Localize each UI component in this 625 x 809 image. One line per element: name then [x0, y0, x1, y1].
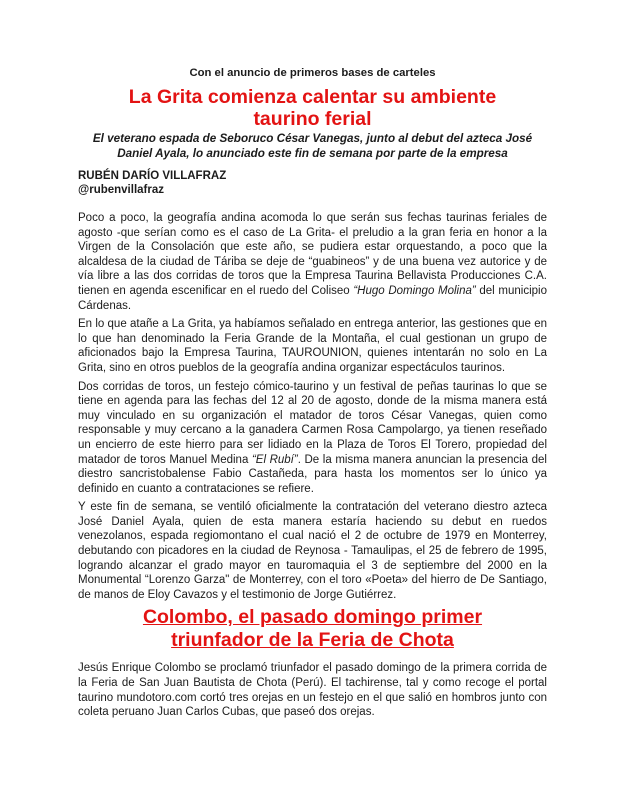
paragraph-5: Jesús Enrique Colombo se proclamó triunfador el pasado domingo de la primera corrida de la Feria de San Juan Bautista de Chota (Perú). El tachirense, tal y como recoge el portal taurino mundotoro.com cortó tres orejas en un festejo en el que salió en hombros junto con coleta peruano Juan Carlos Cubas, que paseó dos orejas. — [78, 662, 547, 719]
byline-author: RUBÉN DARÍO VILLAFRAZ — [78, 170, 227, 182]
headline-line-1: La Grita comienza calentar su ambiente — [128, 86, 497, 108]
headline — [78, 86, 547, 130]
subtitle-line-2: Daniel Ayala, lo anunciado este fin de semana por parte de la empresa — [117, 147, 508, 160]
subheadline — [78, 606, 547, 652]
paragraph-3: Dos corridas de toros, un festejo cómico-taurino y un festival de peñas taurinas lo que se tiene en agenda para las fechas del 12 al 20 de agosto, donde de la misma manera está muy vinculado en su organización el matador de toros César Vanegas, quien como responsable y muy cercano a la ganadera Carmen Rosa Campolargo, ya tienen reseñado un encierro de este hierro para ser lidiado en la Plaza de Toros El Torero, propiedad del matador de toros Manuel Medina “El Rubí”. De la misma manera anuncian la presencia del diestro sancristobalense Fabio Castañeda, para hasta los momentos ser lo único ya definido en cuanto a contrataciones se refiere. — [78, 380, 547, 495]
subheadline-line-1: Colombo, el pasado domingo primer — [142, 606, 483, 629]
byline — [78, 169, 547, 197]
subtitle — [78, 131, 547, 161]
paragraph-2: En lo que atañe a La Grita, ya habíamos señalado en entrega anterior, las gestiones que en lo que han denominado la Feria Grande de la Montaña, el cual gestionan un grupo de aficionados bajo la Empresa Taurina, TAUROUNION, quienes intentarán no solo en La Grita, sino en otros pueblos de la geografía andina organizar espectáculos taurinos. — [78, 318, 547, 374]
subheadline-line-2: triunfador de la Feria de Chota — [171, 629, 454, 652]
paragraph-1: Poco a poco, la geografía andina acomoda lo que serán sus fechas taurinas feriales de agosto -que serían como es el caso de La Grita- el preludio a la gran feria en honor a la Virgen de la Consolación que este año, se pudiera estar orquestando, a poco que la alcaldesa de la ciudad de Táriba se deje de “guabineos” y de una buena vez autorice y de vía libre a las dos corridas de toros que la Empresa Taurina Bellavista Producciones C.A. tienen en agenda escenificar en el ruedo del Coliseo “Hugo Domingo Molina” del municipio Cárdenas. — [78, 212, 547, 312]
byline-handle: @rubenvillafraz — [78, 184, 164, 196]
headline-line-2: taurino ferial — [253, 108, 372, 130]
subtitle-line-1: El veterano espada de Seboruco César Vanegas, junto al debut del azteca José — [92, 132, 533, 145]
paragraph-4: Y este fin de semana, se ventiló oficialmente la contratación del veterano diestro azteca José Daniel Ayala, quien de esta manera estaría haciendo su debut en ruedos venezolanos, espada regiomontano el cual nació el 2 de octubre de 1979 en Monterrey, debutando con picadores en la ciudad de Reynosa - Tamaulipas, el 25 de febrero de 1995, logrando alcanzar el grado mayor en tauromaquia el 3 de septiembre del 2000 en la Monumental “Lorenzo Garza" de Monterrey, con el toro «Poeta» del hierro de De Santiago, de manos de Eloy Cavazos y el testimonio de Jorge Gutiérrez. — [78, 501, 547, 601]
kicker-text: Con el anuncio de primeros bases de carteles — [189, 67, 436, 79]
